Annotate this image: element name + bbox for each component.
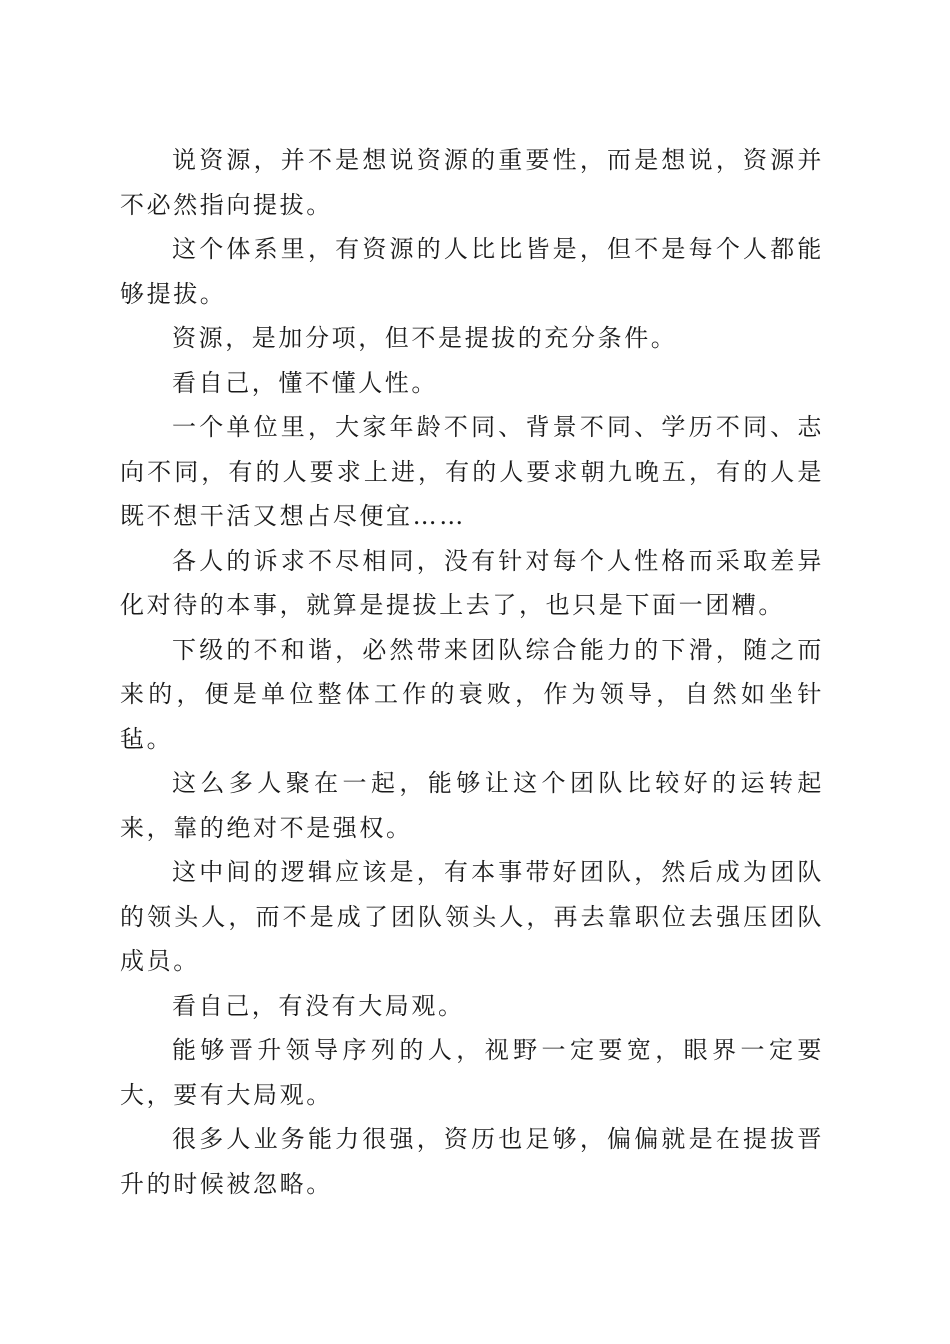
document-body <box>120 138 824 1206</box>
paragraph: 下级的不和谐，必然带来团队综合能力的下滑，随之而来的，便是单位整体工作的衰败，作为领导，自然如坐针毡。 <box>120 635 824 753</box>
paragraph: 看自己，懂不懂人性。 <box>172 368 438 397</box>
paragraph: 这中间的逻辑应该是，有本事带好团队，然后成为团队的领头人，而不是成了团队领头人，再去靠职位去强压团队成员。 <box>120 858 824 975</box>
paragraph: 资源，是加分项，但不是提拔的充分条件。 <box>172 324 678 352</box>
paragraph: 一个单位里，大家年龄不同、背景不同、学历不同、志向不同，有的人要求上进，有的人要求朝九晚五，有的人是既不想干活又想占尽便宜…… <box>120 413 824 530</box>
paragraph: 这么多人聚在一起，能够让这个团队比较好的运转起来，靠的绝对不是强权。 <box>120 769 824 842</box>
paragraph: 很多人业务能力很强，资历也足够，偏偏就是在提拔晋升的时候被忽略。 <box>120 1125 824 1198</box>
paragraph: 各人的诉求不尽相同，没有针对每个人性格而采取差异化对待的本事，就算是提拔上去了，也只是下面一团糟。 <box>120 546 824 619</box>
paragraph: 这个体系里，有资源的人比比皆是，但不是每个人都能够提拔。 <box>120 235 824 308</box>
paragraph: 能够晋升领导序列的人，视野一定要宽，眼界一定要大，要有大局观。 <box>120 1036 824 1109</box>
paragraph: 看自己，有没有大局观。 <box>172 991 465 1020</box>
paragraph: 说资源，并不是想说资源的重要性，而是想说，资源并不必然指向提拔。 <box>120 146 824 219</box>
